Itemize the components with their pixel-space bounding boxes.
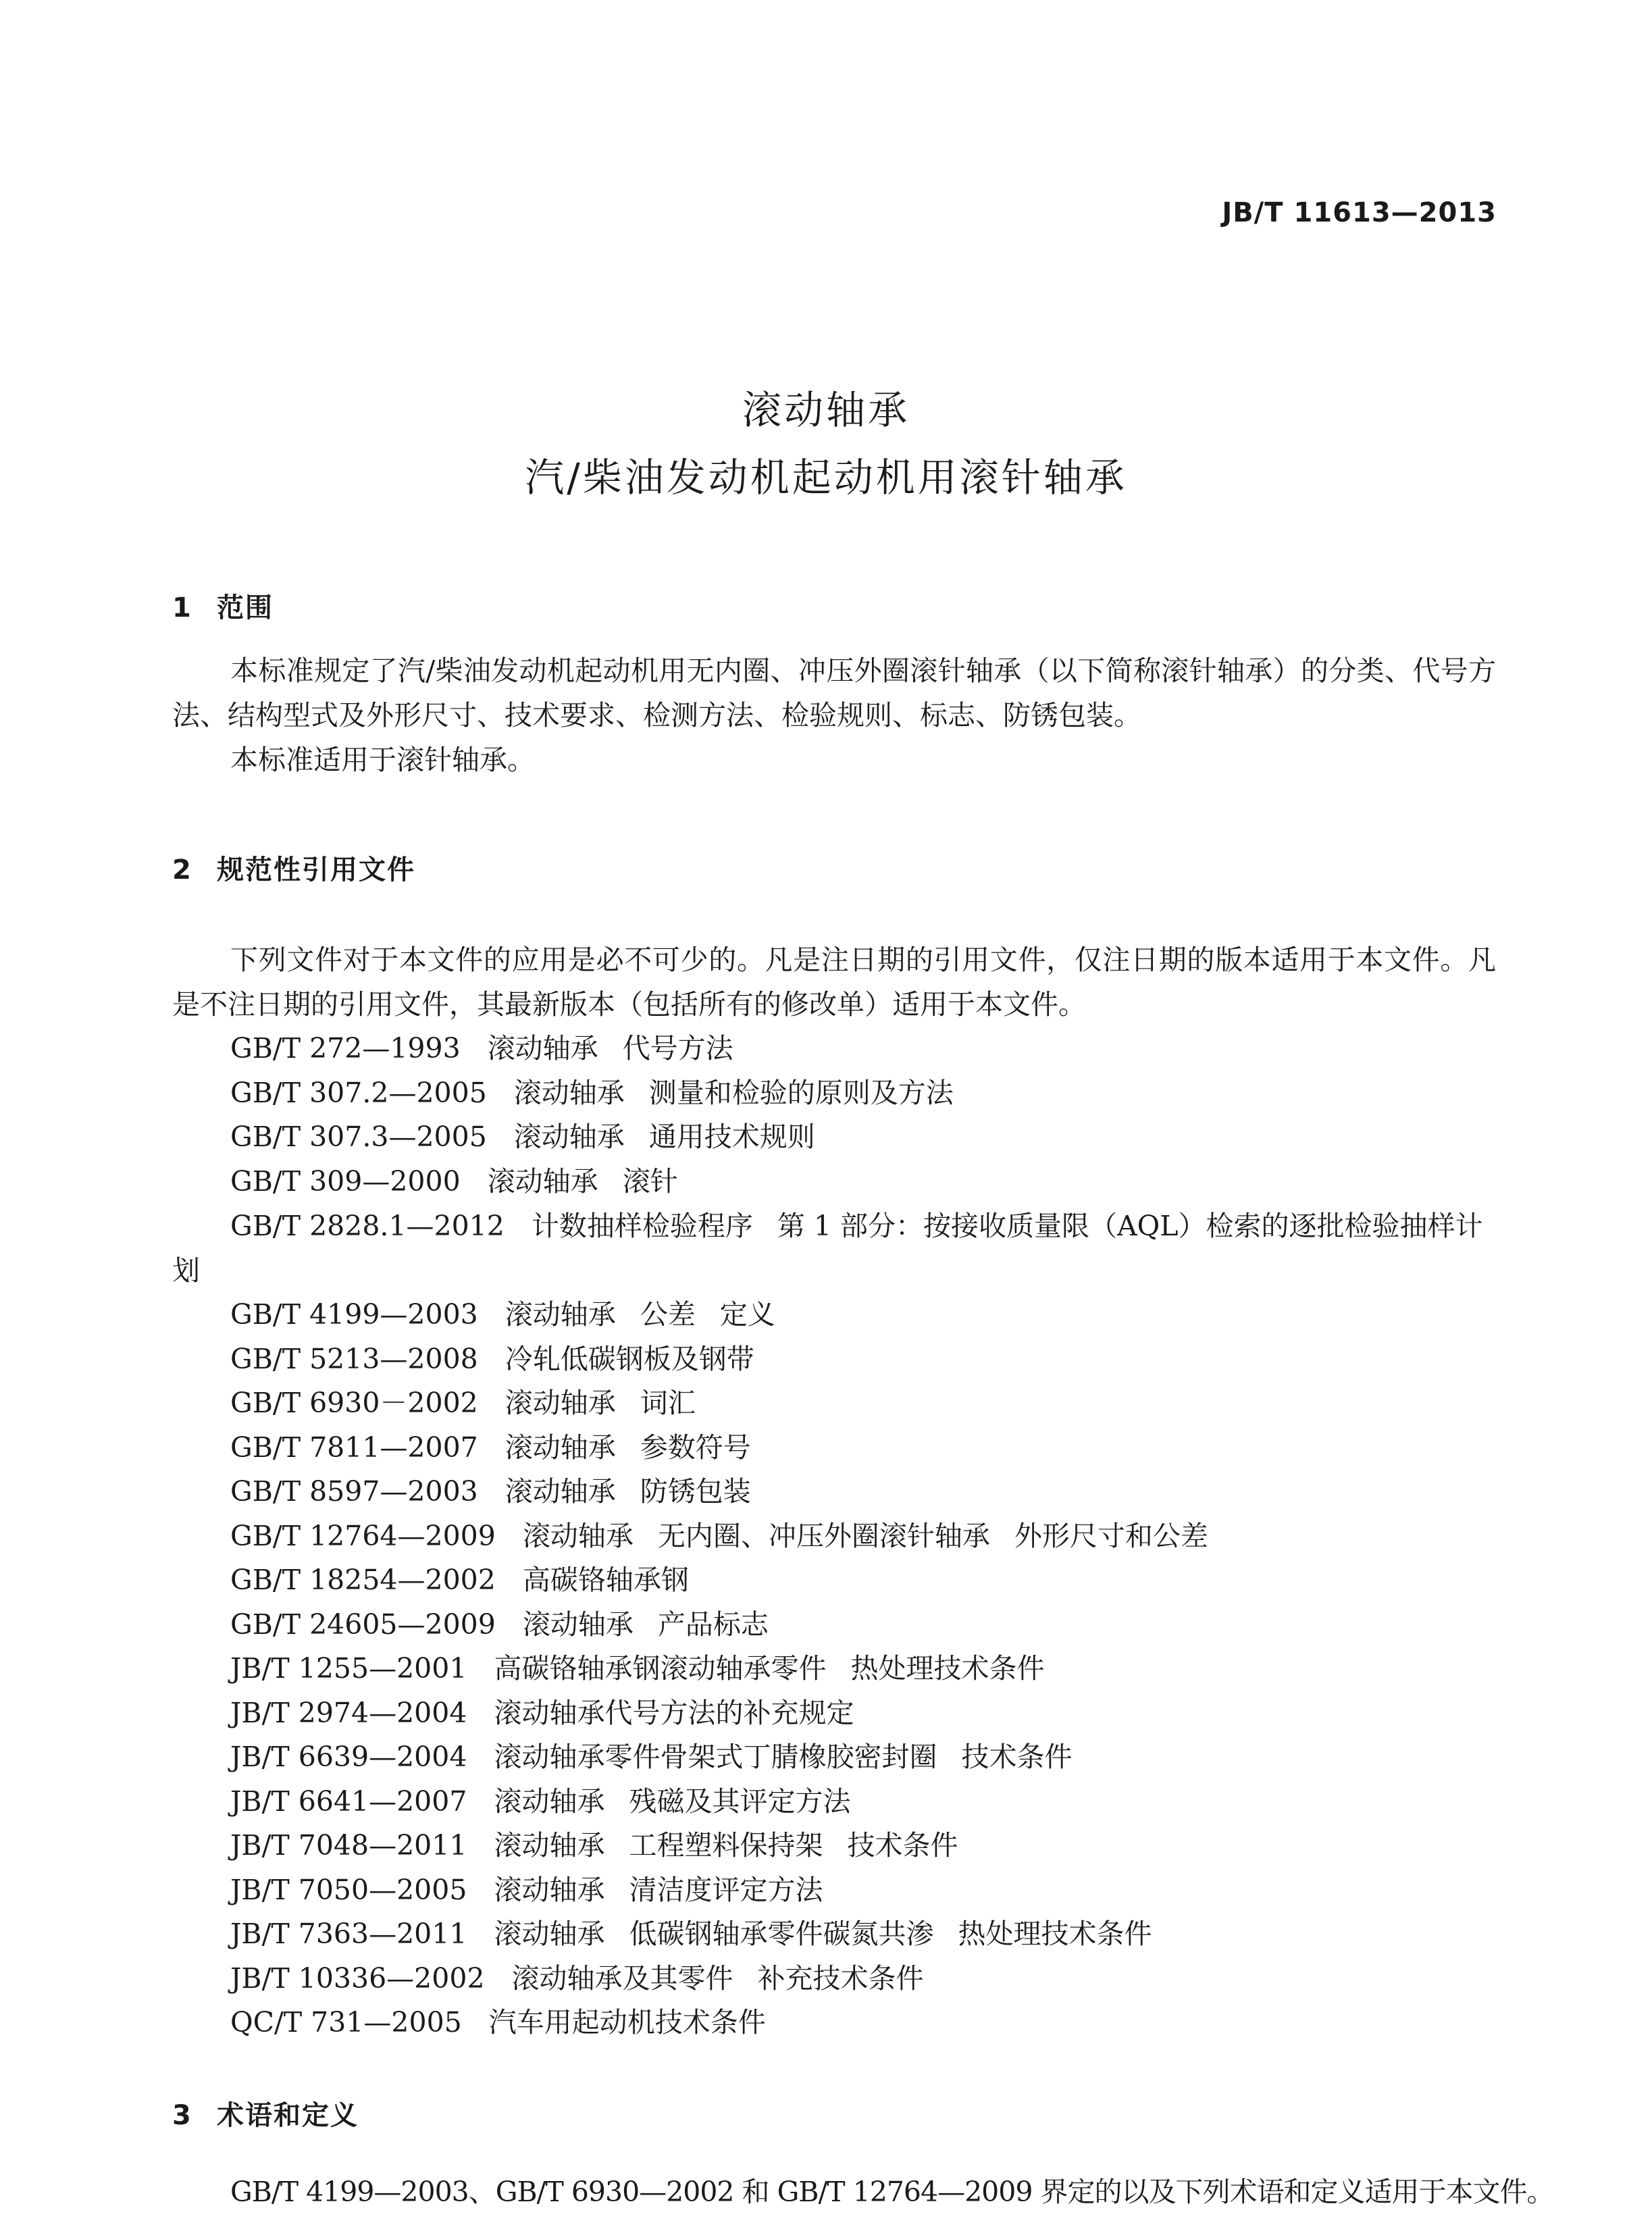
section-heading-scope: [172, 586, 274, 625]
reference-title-part: 滚动轴承: [522, 1608, 634, 1641]
reference-code: GB/T 12764—2009: [230, 1519, 496, 1552]
reference-item: [172, 1027, 1496, 1071]
reference-code: JB/T 2974—2004: [230, 1696, 467, 1729]
reference-item: [172, 1381, 1496, 1426]
reference-title-part: 计数抽样检验程序: [531, 1210, 753, 1242]
reference-item: [172, 1780, 1496, 1824]
reference-title-part: 词汇: [640, 1387, 696, 1419]
section-heading-terms-and-definitions: [172, 2094, 359, 2132]
reference-item: [172, 1470, 1496, 1514]
reference-item: [172, 1647, 1496, 1691]
reference-title-part: 公差: [640, 1298, 696, 1331]
reference-item: [172, 1603, 1496, 1647]
reference-title-part: 滚动轴承: [522, 1519, 634, 1552]
reference-code: JB/T 7048—2011: [230, 1829, 467, 1862]
reference-code: JB/T 7363—2011: [230, 1918, 467, 1950]
reference-item: [172, 1868, 1496, 1913]
reference-title-part: 技术条件: [847, 1829, 958, 1862]
reference-code: GB/T 18254—2002: [230, 1564, 496, 1596]
section-title: 术语和定义: [217, 2100, 359, 2131]
reference-title-part: 滚动轴承: [494, 1829, 605, 1862]
section-title: 范围: [217, 592, 274, 623]
reference-title-part: 滚动轴承零件骨架式丁腈橡胶密封圈: [494, 1741, 937, 1773]
reference-item: [172, 1514, 1496, 1559]
reference-title-part: 滚动轴承: [494, 1873, 605, 1906]
reference-title-part: 代号方法: [622, 1032, 733, 1065]
paragraph: 本标准适用于滚针轴承。: [230, 744, 535, 776]
reference-title-part: 滚动轴承: [487, 1032, 598, 1065]
reference-title-part: 滚针: [622, 1164, 678, 1198]
reference-title-part: 产品标志: [657, 1608, 769, 1641]
reference-item: [172, 1426, 1496, 1470]
reference-title-part: 汽车用起动机技术条件: [488, 2006, 766, 2039]
reference-item: [172, 1160, 1496, 1204]
reference-title-part: 低碳钢轴承零件碳氮共渗: [629, 1918, 934, 1950]
reference-item: [172, 1691, 1496, 1736]
reference-code: GB/T 307.2—2005: [230, 1076, 487, 1109]
reference-code: GB/T 4199—2003: [230, 1298, 478, 1331]
reference-title-part: 高碳铬轴承钢: [522, 1564, 689, 1596]
reference-title-part: 第 1 部分：按接收质量限（AQL）检索的逐批检验抽样计划: [172, 1210, 1483, 1287]
reference-title-part: 滚动轴承: [505, 1387, 616, 1419]
reference-title-part: 滚动轴承: [494, 1918, 605, 1950]
section-number: 1: [172, 592, 191, 623]
reference-code: JB/T 10336—2002: [230, 1962, 485, 1995]
document-title-line2: 汽/柴油发动机起动机用滚针轴承: [525, 455, 1127, 501]
reference-list: [172, 1027, 1496, 2045]
reference-title-part: 滚动轴承: [505, 1298, 616, 1331]
reference-item: [172, 1115, 1496, 1160]
reference-title-part: 滚动轴承: [513, 1076, 625, 1109]
reference-title-part: 工程塑料保持架: [629, 1829, 823, 1862]
reference-title-part: 滚动轴承: [505, 1431, 616, 1464]
reference-item: [172, 1337, 1496, 1382]
reference-title-part: 外形尺寸和公差: [1014, 1519, 1208, 1552]
reference-title-part: 残磁及其评定方法: [629, 1785, 851, 1818]
reference-title-part: 测量和检验的原则及方法: [648, 1076, 954, 1109]
section-heading-normative-references: [172, 848, 415, 887]
reference-title-part: 补充技术条件: [757, 1962, 924, 1995]
reference-code: GB/T 7811—2007: [230, 1431, 478, 1464]
reference-title-part: 滚动轴承: [487, 1164, 598, 1198]
reference-title-part: 定义: [719, 1298, 775, 1331]
reference-title-part: 通用技术规则: [648, 1121, 815, 1153]
reference-code: GB/T 24605—2009: [230, 1608, 496, 1641]
reference-code: JB/T 6641—2007: [230, 1785, 467, 1818]
reference-title-part: 无内圈、冲压外圈滚针轴承: [657, 1519, 990, 1552]
reference-title-part: 清洁度评定方法: [629, 1873, 823, 1906]
reference-title-part: 高碳铬轴承钢滚动轴承零件: [494, 1652, 827, 1685]
reference-item: [172, 1912, 1496, 1957]
reference-title-part: 滚动轴承: [505, 1475, 616, 1508]
reference-title-part: 技术条件: [961, 1741, 1073, 1773]
reference-item: [172, 1071, 1496, 1116]
reference-item: [172, 1204, 1496, 1293]
reference-title-part: 冷轧低碳钢板及钢带: [505, 1342, 754, 1375]
reference-item: [172, 1558, 1496, 1603]
document-title-line1: 滚动轴承: [742, 387, 910, 433]
reference-title-part: 滚动轴承: [513, 1121, 625, 1153]
section-number: 2: [172, 854, 191, 886]
section-number: 3: [172, 2100, 191, 2131]
reference-title-part: 滚动轴承及其零件: [511, 1962, 733, 1995]
reference-title-part: 热处理技术条件: [958, 1918, 1152, 1950]
reference-code: GB/T 2828.1—2012: [230, 1210, 505, 1242]
reference-title-part: 滚动轴承: [494, 1785, 605, 1818]
reference-item: [172, 1824, 1496, 1868]
reference-title-part: 滚动轴承代号方法的补充规定: [494, 1696, 854, 1729]
paragraph: GB/T 4199—2003、GB/T 6930—2002 和 GB/T 12764—2009 界定的以及下列术语和定义适用于本文件。: [230, 2176, 1554, 2208]
reference-code: JB/T 7050—2005: [230, 1873, 467, 1906]
paragraph: 下列文件对于本文件的应用是必不可少的。凡是注日期的引用文件，仅注日期的版本适用于本文件。凡是不注日期的引用文件，其最新版本（包括所有的修改单）适用于本文件。: [172, 944, 1496, 1021]
reference-code: GB/T 272—1993: [230, 1032, 461, 1065]
reference-title-part: 热处理技术条件: [850, 1652, 1045, 1685]
reference-code: GB/T 309—2000: [230, 1164, 461, 1198]
reference-item: [172, 1957, 1496, 2001]
section-title: 规范性引用文件: [217, 854, 415, 886]
reference-title-part: 防锈包装: [640, 1475, 751, 1508]
paragraph: 本标准规定了汽/柴油发动机起动机用无内圈、冲压外圈滚针轴承（以下简称滚针轴承）的分类、代号方法、结构型式及外形尺寸、技术要求、检测方法、检验规则、标志、防锈包装。: [172, 655, 1496, 732]
reference-code: GB/T 5213—2008: [230, 1342, 478, 1375]
reference-item: [172, 1735, 1496, 1780]
reference-code: QC/T 731—2005: [230, 2006, 462, 2039]
reference-code: GB/T 6930－2002: [230, 1387, 478, 1419]
reference-code: JB/T 6639—2004: [230, 1741, 467, 1773]
reference-title-part: 参数符号: [640, 1431, 751, 1464]
reference-item: [172, 1293, 1496, 1337]
reference-item: [172, 2001, 1496, 2045]
reference-code: GB/T 8597—2003: [230, 1475, 478, 1508]
standard-code: JB/T 11613—2013: [1222, 197, 1497, 228]
reference-code: JB/T 1255—2001: [230, 1652, 467, 1685]
reference-code: GB/T 307.3—2005: [230, 1121, 487, 1153]
